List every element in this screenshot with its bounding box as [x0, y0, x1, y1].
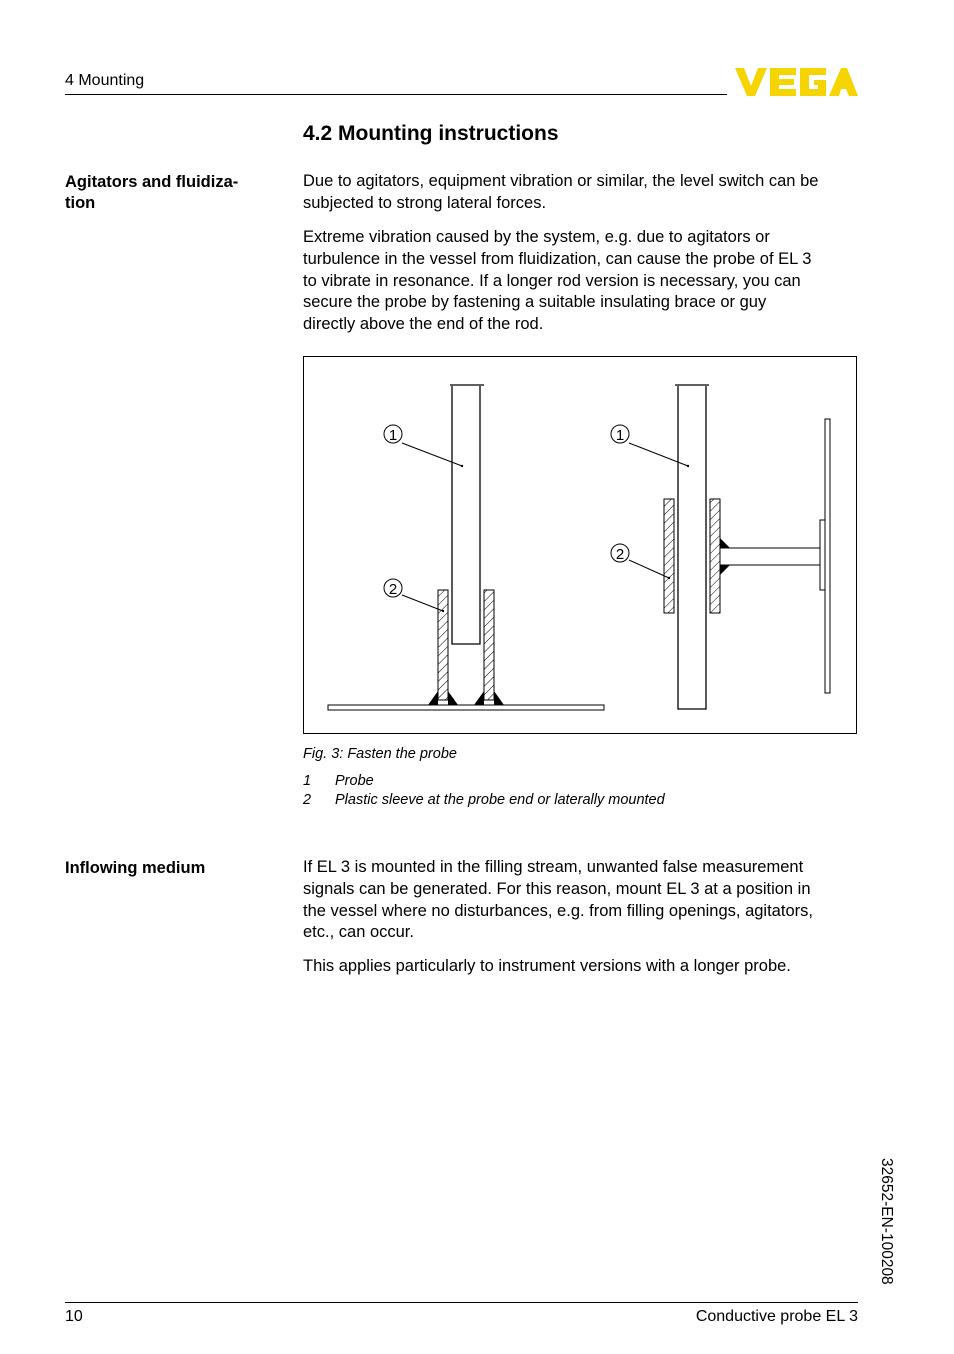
- footer-product: Conductive probe EL 3: [695, 1308, 858, 1325]
- legend-number: 1: [303, 773, 312, 789]
- weld-mark: [720, 565, 730, 575]
- text-line: If EL 3 is mounted in the filling stream, unwanted false measurement: [303, 858, 804, 876]
- brace-flange: [820, 520, 825, 590]
- weld-mark: [494, 691, 504, 705]
- vega-logo: [735, 64, 858, 98]
- side-heading-agitators: [65, 172, 265, 214]
- paragraph-agitators-1: [303, 171, 858, 215]
- legend-number: 2: [303, 792, 312, 808]
- right-probe-assembly: [611, 385, 830, 709]
- callout-label-1: 1: [388, 427, 398, 444]
- leader-dot: [461, 465, 463, 467]
- base-plate: [328, 705, 604, 710]
- footer-rule: [65, 1302, 858, 1303]
- leader-dot: [442, 610, 444, 612]
- leader-line-1: [629, 443, 688, 466]
- text-line: the vessel where no disturbances, e.g. from filling openings, agitators,: [303, 901, 813, 920]
- callout-label-2: 2: [615, 546, 625, 563]
- header-rule: [65, 94, 727, 95]
- text-line: signals can be generated. For this reason, mount EL 3 at a position in: [303, 879, 811, 898]
- side-heading-line: Agitators and fluidiza-: [65, 173, 239, 191]
- left-probe-assembly: [328, 385, 604, 710]
- text-line: secure the probe by fastening a suitable insulating brace or guy: [303, 293, 767, 312]
- side-heading-line: tion: [65, 194, 96, 212]
- text-line: subjected to strong lateral forces.: [303, 193, 547, 212]
- plastic-sleeve-right: [710, 499, 720, 613]
- plastic-sleeve-left: [664, 499, 674, 613]
- weld-mark: [428, 691, 438, 705]
- probe-rod: [452, 386, 480, 644]
- legend-text: Probe: [335, 773, 374, 789]
- paragraph-agitators-2: [303, 227, 858, 336]
- leader-line-2: [402, 595, 443, 611]
- figure-caption: Fig. 3: Fasten the probe: [303, 746, 457, 762]
- page-number: 10: [65, 1308, 83, 1325]
- legend-text: Plastic sleeve at the probe end or laterally mounted: [335, 792, 665, 808]
- side-heading-inflowing: Inflowing medium: [65, 859, 206, 877]
- vessel-wall: [825, 419, 830, 693]
- text-line: to vibrate in resonance. If a longer rod version is necessary, you can: [303, 271, 801, 290]
- paragraph-inflowing-1: [303, 857, 858, 944]
- leader-dot: [687, 465, 689, 467]
- weld-mark: [448, 691, 458, 705]
- lateral-brace: [720, 548, 820, 565]
- callout-label-1: 1: [615, 427, 625, 444]
- text-line: Due to agitators, equipment vibration or similar, the level switch can be: [303, 172, 819, 190]
- callout-label-2: 2: [388, 581, 398, 598]
- document-id: [875, 1158, 895, 1308]
- probe-rod: [678, 386, 706, 709]
- weld-mark: [720, 538, 730, 548]
- text-line: etc., can occur.: [303, 923, 414, 942]
- weld-mark: [474, 691, 484, 705]
- section-title: 4.2 Mounting instructions: [303, 122, 559, 145]
- text-line: directly above the end of the rod.: [303, 315, 544, 334]
- leader-dot: [668, 577, 670, 579]
- plastic-sleeve-right: [484, 590, 494, 700]
- paragraph-inflowing-2: This applies particularly to instrument versions with a longer probe.: [303, 957, 791, 975]
- leader-line-1: [402, 443, 462, 466]
- text-line: Extreme vibration caused by the system, e.g. due to agitators or: [303, 228, 770, 246]
- plastic-sleeve-left: [438, 590, 448, 700]
- vega-logo-mark: [735, 68, 858, 96]
- text-line: turbulence in the vessel from fluidization, can cause the probe of EL 3: [303, 249, 812, 268]
- running-header: 4 Mounting: [65, 72, 145, 89]
- figure-fasten-probe: [303, 356, 857, 734]
- leader-line-2: [629, 560, 669, 578]
- document-id-text: 32652-EN-100208: [878, 1158, 895, 1285]
- probe-diagram: [304, 357, 858, 735]
